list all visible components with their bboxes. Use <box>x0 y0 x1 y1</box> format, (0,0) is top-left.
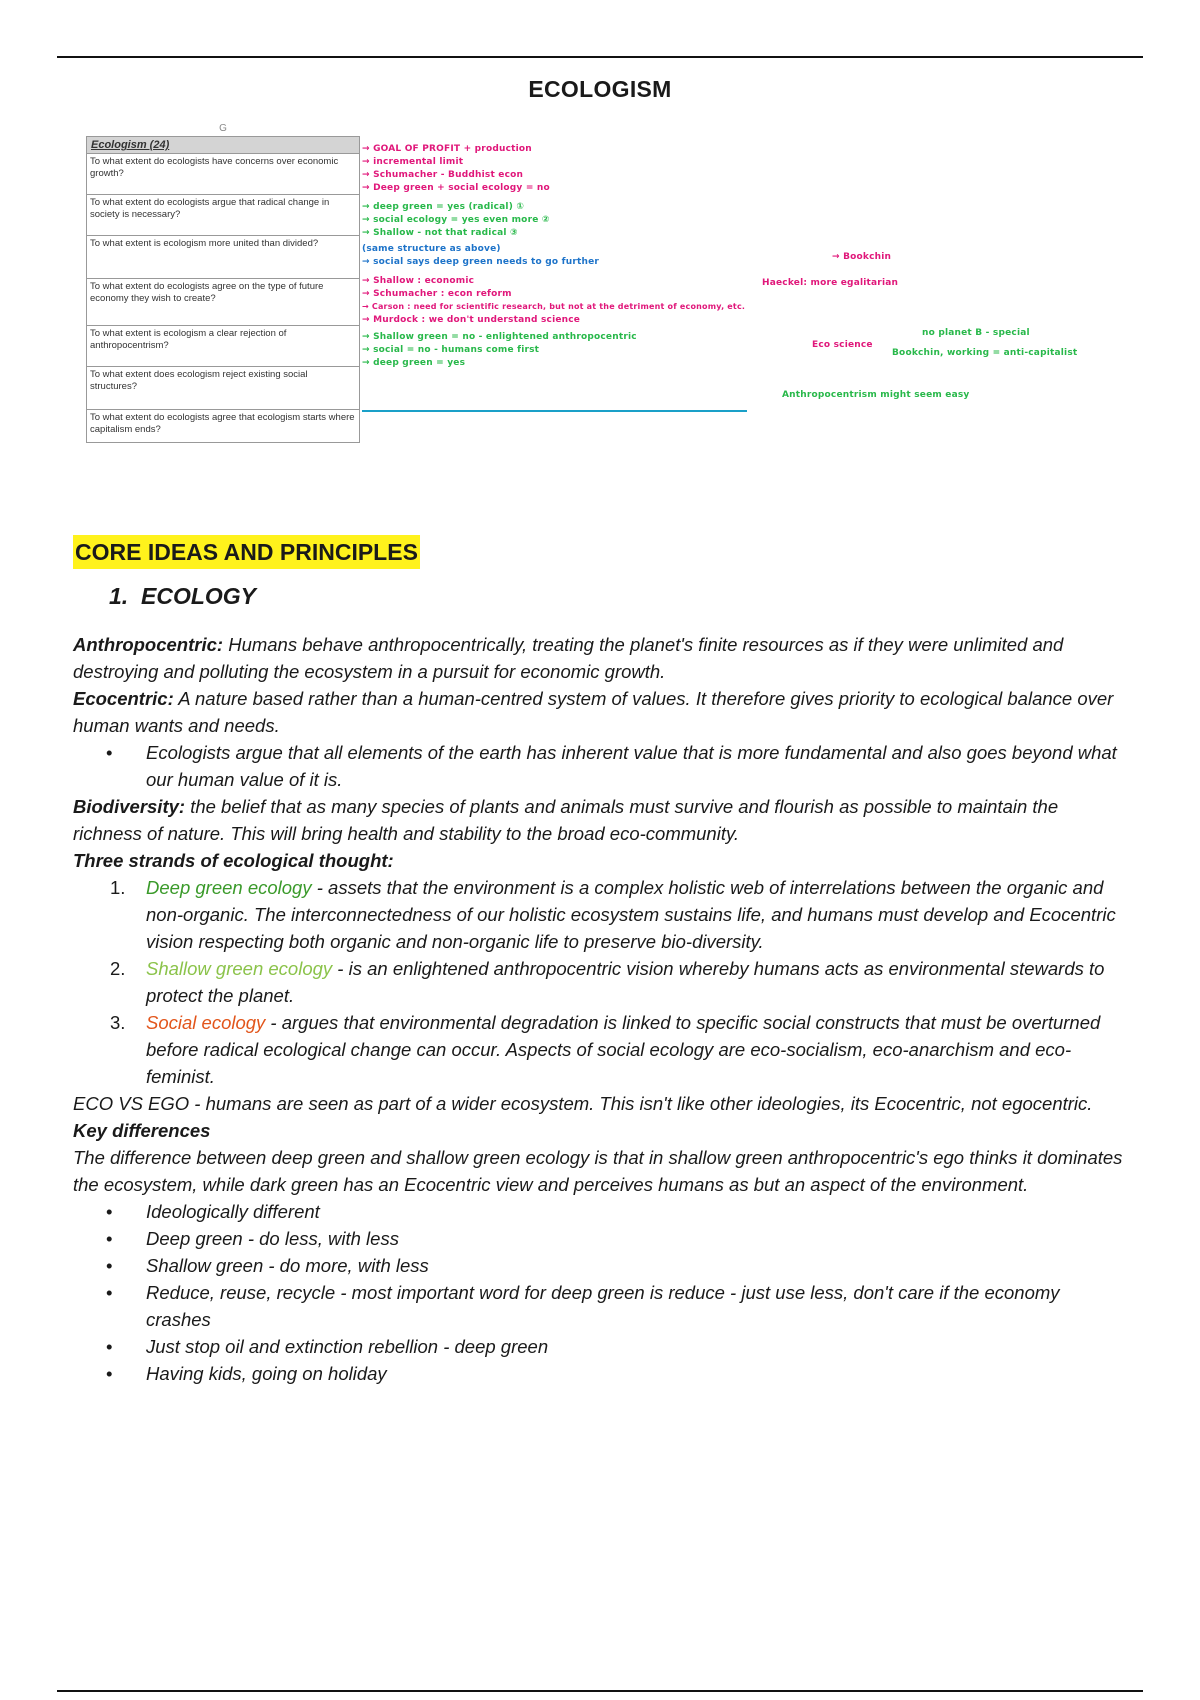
note-line: (same structure as above) <box>362 244 501 254</box>
ecocentric-list <box>73 739 1128 793</box>
note-line: → social says deep green needs to go further <box>362 257 600 267</box>
note-line: → Shallow green = no - enlightened anthropocentric <box>362 332 637 342</box>
anthropocentric-paragraph <box>73 631 1128 685</box>
note-line: → Deep green + social ecology = no <box>362 183 550 193</box>
note-line: → GOAL OF PROFIT + production <box>362 144 532 154</box>
list-item <box>73 1252 1128 1279</box>
bottom-rule <box>57 1690 1143 1692</box>
list-item <box>73 1009 1128 1090</box>
subheading <box>109 579 1128 613</box>
note-line: Eco science <box>812 340 873 350</box>
note-line: → Shallow - not that radical ③ <box>362 228 518 238</box>
table-row: To what extent does ecologism reject existing social structures? <box>87 367 360 410</box>
note-line: → social = no - humans come first <box>362 345 540 355</box>
handwritten-notes <box>362 140 1078 485</box>
top-rule <box>57 56 1143 58</box>
table-row: To what extent is ecologism more united than divided? <box>87 236 360 279</box>
anthropocentric-text: Humans behave anthropocentrically, treating the planet's finite resources as if they were unlimited and destroying and polluting the ecosystem in a pursuit for economic growth. <box>73 634 1064 682</box>
bullet-icon: • <box>106 1255 113 1276</box>
subheading-text: ECOLOGY <box>141 583 257 609</box>
note-line: → Carson : need for scientific research, but not at the detriment of economy, etc. <box>362 302 746 311</box>
strand-name-shallow-green: Shallow green ecology <box>146 958 333 979</box>
note-line: no planet B - special <box>922 328 1030 338</box>
list-item <box>73 874 1128 955</box>
note-line: → Murdock : we don't understand science <box>362 315 581 325</box>
list-item <box>73 1333 1128 1360</box>
note-line: → incremental limit <box>362 157 464 167</box>
note-line: → Bookchin <box>832 252 892 262</box>
spreadsheet-image <box>86 122 360 443</box>
table-row: To what extent is ecologism a clear rejection of anthropocentrism? <box>87 326 360 367</box>
list-item <box>73 1225 1128 1252</box>
table-row: To what extent do ecologists agree on the type of future economy they wish to create? <box>87 279 360 326</box>
bullet-icon: • <box>106 1363 113 1384</box>
strand-name-deep-green: Deep green ecology <box>146 877 312 898</box>
main-content <box>73 535 1128 1387</box>
bullet-icon: • <box>106 1201 113 1222</box>
document-title: ECOLOGISM <box>528 76 672 102</box>
note-line: → social ecology = yes even more ② <box>362 215 550 225</box>
anthropocentric-label: Anthropocentric: <box>73 634 224 655</box>
note-line: Bookchin, working = anti-capitalist <box>892 348 1078 358</box>
bullet-text: Just stop oil and extinction rebellion - deep green <box>146 1336 549 1357</box>
list-item <box>73 1198 1128 1225</box>
bullet-icon: • <box>106 1228 113 1249</box>
column-letter: G <box>219 123 227 134</box>
ecocentric-bullet: Ecologists argue that all elements of the earth has inherent value that is more fundamental and also goes beyond what our human value of it is. <box>146 742 1117 790</box>
bullet-text: Deep green - do less, with less <box>146 1228 399 1249</box>
subheading-number: 1. <box>109 583 129 609</box>
biodiversity-label: Biodiversity: <box>73 796 186 817</box>
bullet-text: Having kids, going on holiday <box>146 1363 387 1384</box>
note-line: → Schumacher : econ reform <box>362 289 512 299</box>
list-number: 3. <box>110 1012 126 1033</box>
biodiversity-paragraph <box>73 793 1128 847</box>
bullet-icon: • <box>106 1282 113 1303</box>
question-table <box>86 136 360 443</box>
strand-text: - is an enlightened anthropocentric vision whereby humans acts as environmental stewards to protect the planet. <box>146 958 1105 1006</box>
blue-underline <box>362 410 747 412</box>
strands-label: Three strands of ecological thought: <box>73 850 394 871</box>
list-item <box>73 955 1128 1009</box>
note-line: → Shallow : economic <box>362 276 475 286</box>
bullet-icon: • <box>106 742 113 763</box>
list-item <box>73 1360 1128 1387</box>
key-differences-text: The difference between deep green and shallow green ecology is that in shallow green anthropocentric's ego thinks it dominates the ecosystem, while dark green has an Ecocentric view and perceives humans as but an aspect of the environment. <box>73 1147 1123 1195</box>
ecocentric-label: Ecocentric: <box>73 688 174 709</box>
list-number: 2. <box>110 958 126 979</box>
table-row: To what extent do ecologists agree that ecologism starts where capitalism ends? <box>87 410 360 443</box>
bullet-text: Reduce, reuse, recycle - most important word for deep green is reduce - just use less, don't care if the economy crashes <box>146 1282 1060 1330</box>
biodiversity-text: the belief that as many species of plants and animals must survive and flourish as possible to maintain the richness of nature. This will bring health and stability to the broad eco-community. <box>73 796 1059 844</box>
note-line: → deep green = yes <box>362 358 466 368</box>
list-item <box>73 739 1128 793</box>
bullet-text: Ideologically different <box>146 1201 320 1222</box>
key-differences-list <box>73 1198 1128 1387</box>
note-line: Anthropocentrism might seem easy <box>782 390 970 400</box>
bullet-text: Shallow green - do more, with less <box>146 1255 429 1276</box>
note-line: → deep green = yes (radical) ① <box>362 202 525 212</box>
ecocentric-paragraph <box>73 685 1128 739</box>
strand-text: - argues that environmental degradation is linked to specific social constructs that must be overturned before radical ecological change can occur. Aspects of social ecology are eco-socialism, eco-anarchism and eco-feminist. <box>146 1012 1101 1087</box>
ecocentric-text: A nature based rather than a human-centred system of values. It therefore gives priority to ecological balance over human wants and needs. <box>73 688 1114 736</box>
list-item <box>73 1279 1128 1333</box>
strand-text: - assets that the environment is a complex holistic web of interrelations between the organic and non-organic. The interconnectedness of our holistic ecosystem sustains life, and humans must develop and Ecocentric vision respecting both organic and non-organic life to preserve bio-diversity. <box>146 877 1116 952</box>
note-line: → Schumacher - Buddhist econ <box>362 170 524 180</box>
table-header: Ecologism (24) <box>87 137 360 154</box>
key-differences-label: Key differences <box>73 1120 211 1141</box>
eco-vs-ego-paragraph: ECO VS EGO - humans are seen as part of a wider ecosystem. This isn't like other ideologies, its Ecocentric, not egocentric. <box>73 1093 1093 1114</box>
note-line: Haeckel: more egalitarian <box>762 278 899 288</box>
list-number: 1. <box>110 877 126 898</box>
table-row: To what extent do ecologists have concerns over economic growth? <box>87 154 360 195</box>
table-row: To what extent do ecologists argue that radical change in society is necessary? <box>87 195 360 236</box>
strand-name-social-ecology: Social ecology <box>146 1012 266 1033</box>
strands-list <box>73 874 1128 1090</box>
bullet-icon: • <box>106 1336 113 1357</box>
section-heading: CORE IDEAS AND PRINCIPLES <box>73 535 420 569</box>
